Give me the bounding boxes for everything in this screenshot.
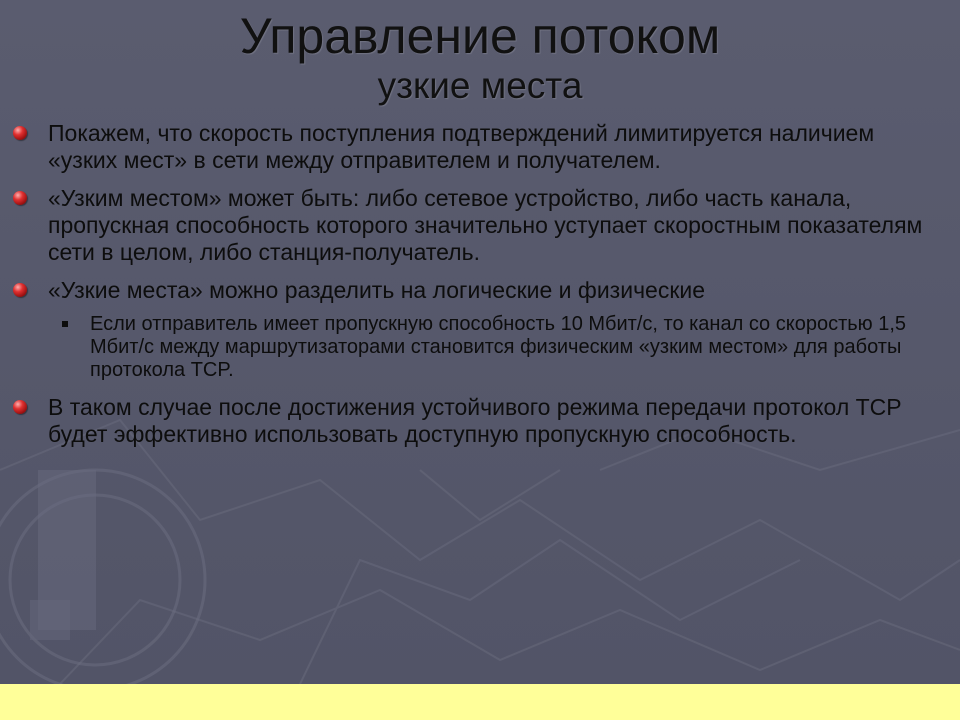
bullet-text: «Узкие места» можно разделить на логические и физические <box>48 277 706 303</box>
bullet-dot-icon <box>13 283 27 297</box>
bullet-text: «Узким местом» может быть: либо сетевое устройство, либо часть канала, пропускная способность которого значительно уступает скоростным показателям сети в целом, либо станция-получатель. <box>48 185 923 265</box>
bullet-text: Покажем, что скорость поступления подтверждений лимитируется наличием «узких мест» в сети между отправителем и получателем. <box>48 120 875 173</box>
bullet-text: В таком случае после достижения устойчивого режима передачи протокол TCP будет эффективно использовать доступную пропускную способность. <box>48 394 902 447</box>
bullet-item-4 <box>0 394 960 448</box>
bullet-list <box>0 120 960 459</box>
bullet-dot-icon <box>13 400 27 414</box>
sub-bullet-item <box>0 313 960 382</box>
bullet-dot-icon <box>13 126 27 140</box>
bullet-item-3 <box>0 277 960 304</box>
sub-bullet-text: Если отправитель имеет пропускную способность 10 Мбит/с, то канал со скоростью 1,5 Мбит/с между маршрутизаторами становится физическим «узким местом» для работы протокола TCP. <box>90 313 907 381</box>
square-bullet-icon <box>62 321 68 327</box>
bullet-dot-icon <box>13 191 27 205</box>
footer-band <box>0 684 960 720</box>
slide-subtitle: узкие места <box>377 65 583 106</box>
slide-title: Управление потоком <box>239 8 721 64</box>
bullet-item-1 <box>0 120 960 174</box>
bullet-item-2 <box>0 185 960 266</box>
